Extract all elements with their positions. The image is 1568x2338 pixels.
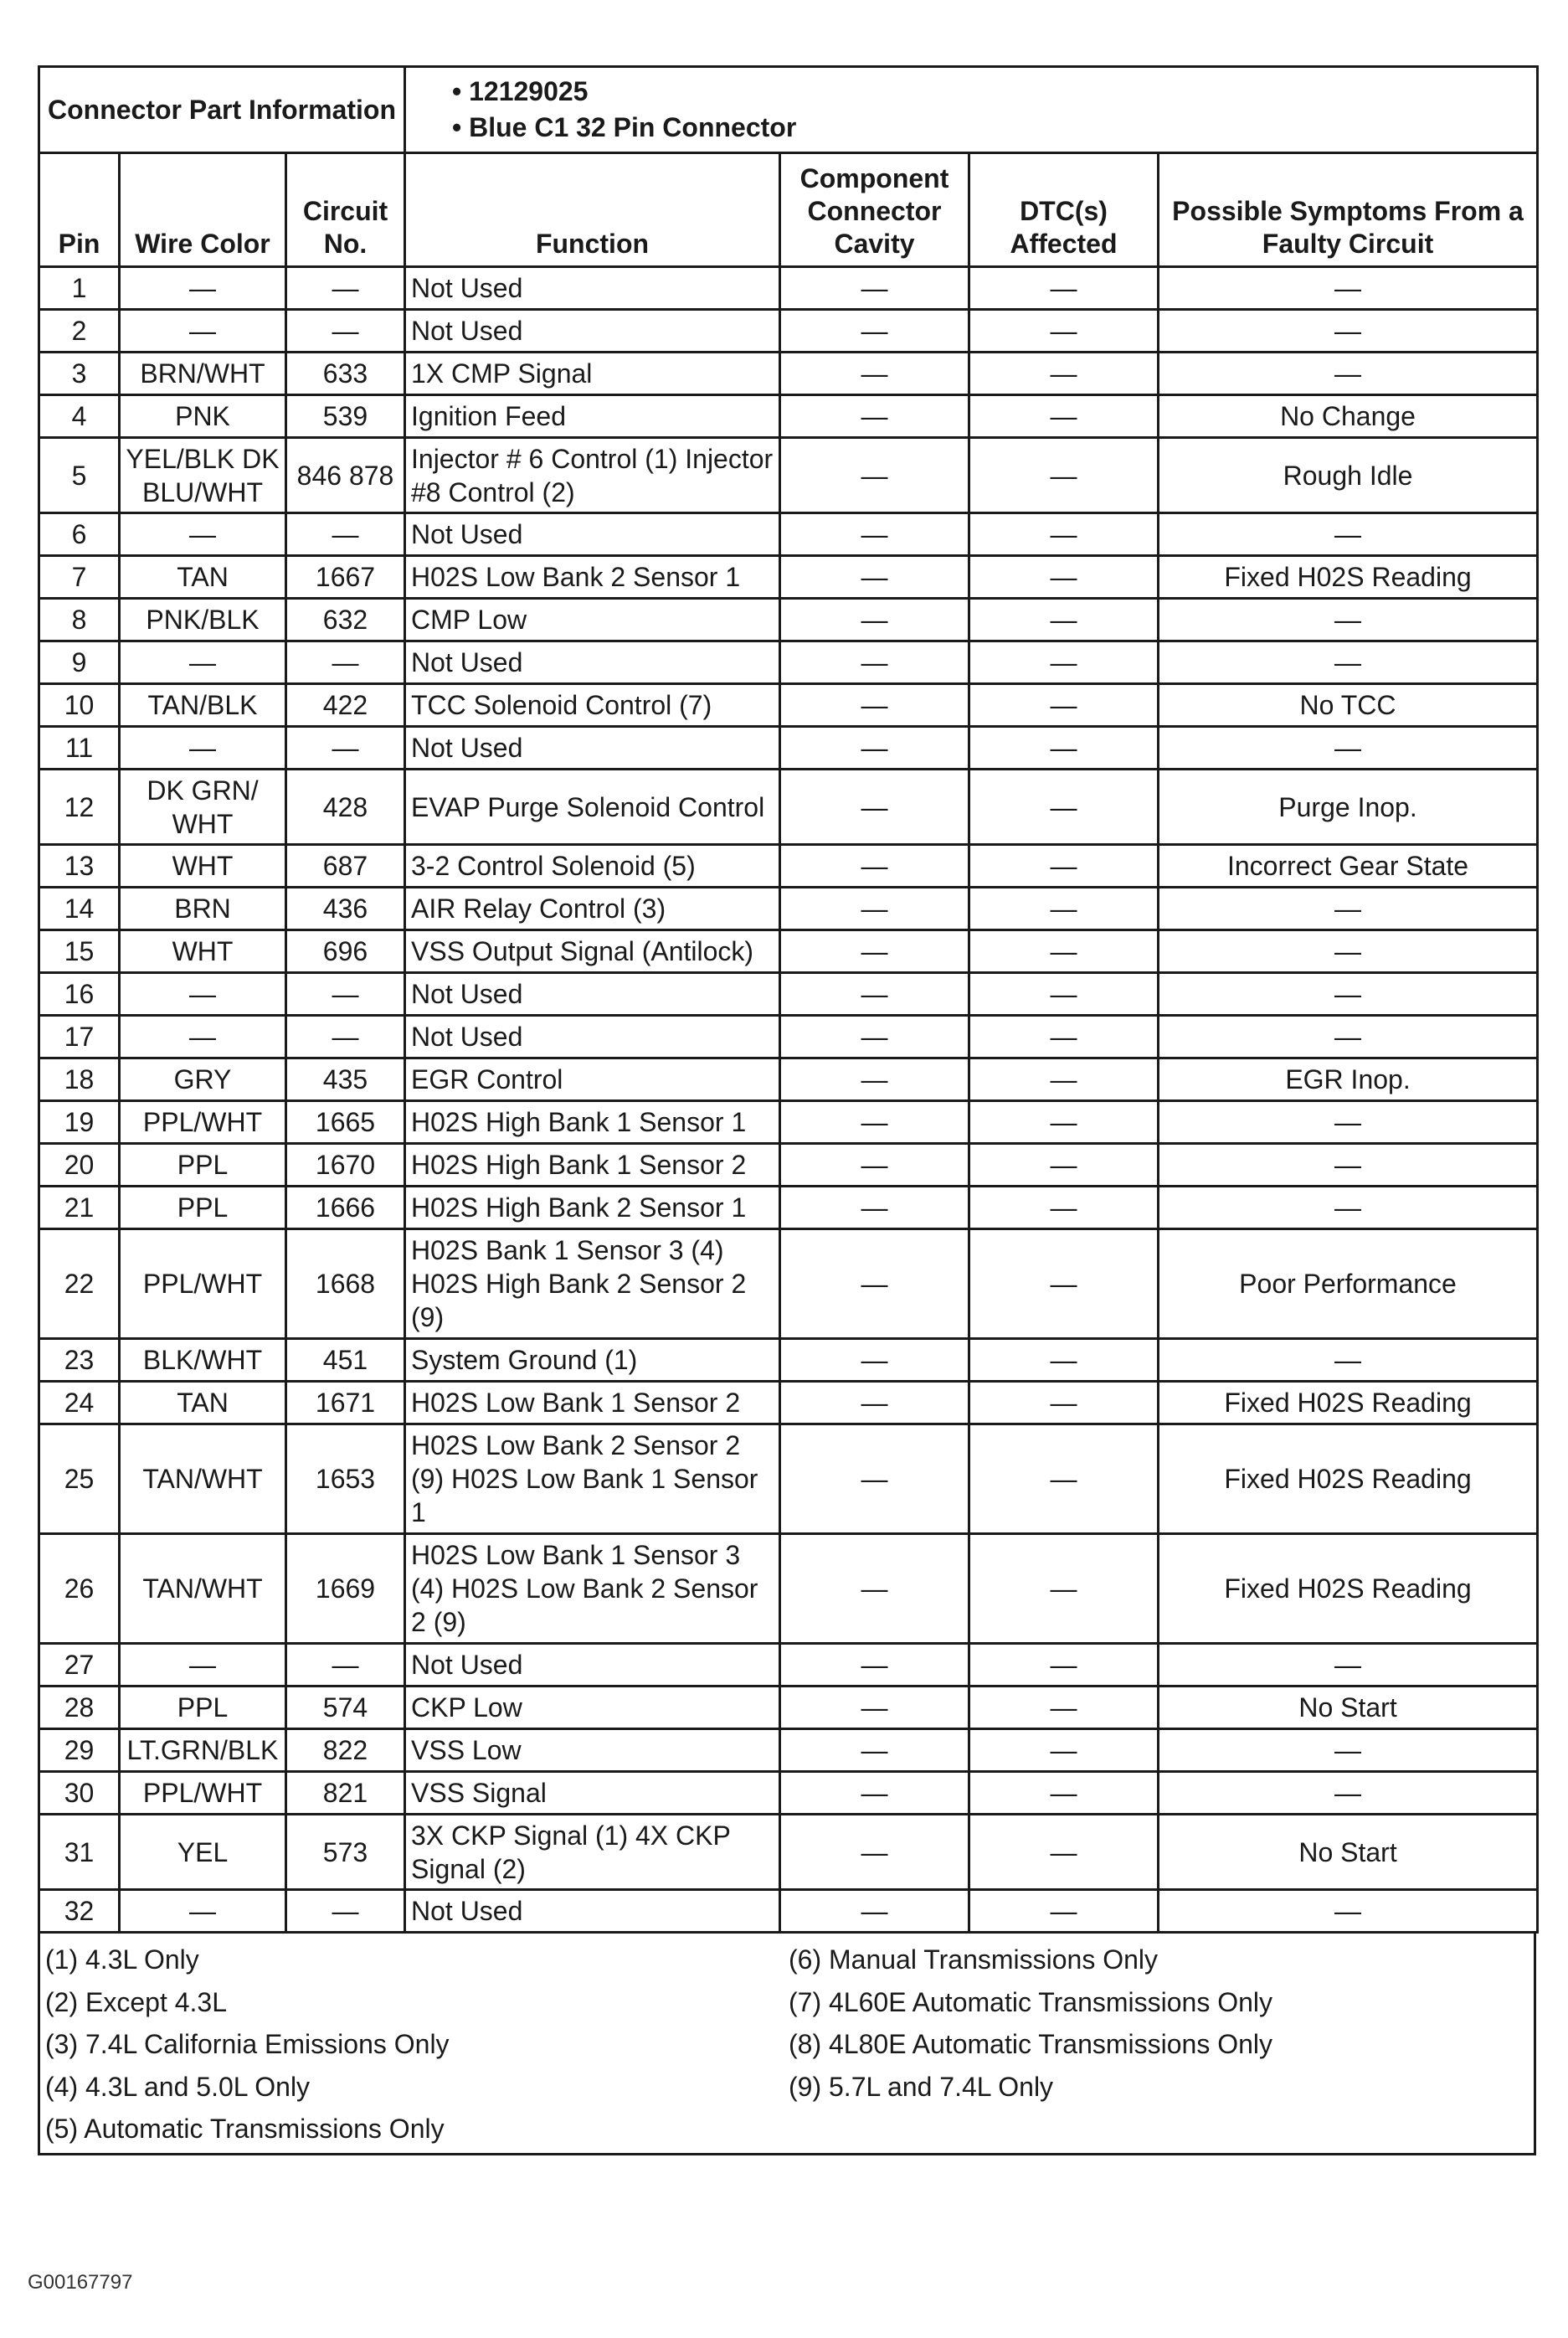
table-row (39, 1016, 1538, 1058)
header-wire-color: Wire Color (120, 153, 286, 267)
symptoms-cell: No TCC (1159, 684, 1538, 727)
cavity-cell: — (780, 1534, 969, 1644)
circuit-no-cell: — (286, 267, 405, 310)
cavity-cell: — (780, 930, 969, 973)
pin-cell: 32 (39, 1890, 120, 1933)
table-row (39, 845, 1538, 888)
table-row (39, 353, 1538, 395)
footnote: (6) Manual Transmissions Only (789, 1944, 1159, 1975)
footnote: (4) 4.3L and 5.0L Only (45, 2071, 311, 2102)
pin-cell: 17 (39, 1016, 120, 1058)
function-cell: 3X CKP Signal (1) 4X CKP Signal (2) (405, 1815, 780, 1890)
pin-cell: 31 (39, 1815, 120, 1890)
wire-color-cell: BRN (120, 888, 286, 930)
symptoms-cell: No Start (1159, 1687, 1538, 1729)
circuit-no-cell: 435 (286, 1058, 405, 1101)
dtc-cell: — (969, 310, 1159, 353)
pinout-table (38, 65, 1539, 1934)
function-cell: AIR Relay Control (3) (405, 888, 780, 930)
table-row (39, 1534, 1538, 1644)
function-cell: H02S Low Bank 1 Sensor 3 (4) H02S Low Bank 2 Sensor 2 (9) (405, 1534, 780, 1644)
cavity-cell: — (780, 1101, 969, 1144)
function-cell: Not Used (405, 1890, 780, 1933)
circuit-no-cell: — (286, 727, 405, 770)
symptoms-cell: Purge Inop. (1159, 770, 1538, 845)
table-row (39, 684, 1538, 727)
cavity-cell: — (780, 973, 969, 1016)
table-row (39, 1729, 1538, 1772)
circuit-no-cell: — (286, 1890, 405, 1933)
cavity-cell: — (780, 1729, 969, 1772)
pin-cell: 28 (39, 1687, 120, 1729)
symptoms-cell: Fixed H02S Reading (1159, 1382, 1538, 1424)
symptoms-cell: — (1159, 1101, 1538, 1144)
function-cell: H02S Low Bank 2 Sensor 1 (405, 556, 780, 599)
footnotes-left (45, 1939, 450, 2150)
function-cell: Not Used (405, 267, 780, 310)
table-row (39, 1815, 1538, 1890)
table-row (39, 599, 1538, 641)
wire-color-cell: DK GRN/ WHT (120, 770, 286, 845)
symptoms-cell: — (1159, 1339, 1538, 1382)
function-cell: Not Used (405, 641, 780, 684)
table-row (39, 973, 1538, 1016)
table-row (39, 1424, 1538, 1534)
cavity-cell: — (780, 1016, 969, 1058)
pin-cell: 20 (39, 1144, 120, 1187)
dtc-cell: — (969, 1644, 1159, 1687)
pin-cell: 24 (39, 1382, 120, 1424)
dtc-cell: — (969, 353, 1159, 395)
pin-cell: 12 (39, 770, 120, 845)
circuit-no-cell: 1665 (286, 1101, 405, 1144)
function-cell: Not Used (405, 1644, 780, 1687)
symptoms-cell: — (1159, 599, 1538, 641)
pin-cell: 26 (39, 1534, 120, 1644)
symptoms-cell: — (1159, 888, 1538, 930)
dtc-cell: — (969, 1890, 1159, 1933)
cavity-cell: — (780, 1890, 969, 1933)
table-row (39, 1058, 1538, 1101)
circuit-no-cell: — (286, 1644, 405, 1687)
table-row (39, 513, 1538, 556)
function-cell: H02S Low Bank 1 Sensor 2 (405, 1382, 780, 1424)
dtc-cell: — (969, 1058, 1159, 1101)
pin-cell: 21 (39, 1187, 120, 1229)
dtc-cell: — (969, 684, 1159, 727)
pin-cell: 8 (39, 599, 120, 641)
table-row (39, 1101, 1538, 1144)
function-cell: 1X CMP Signal (405, 353, 780, 395)
dtc-cell: — (969, 727, 1159, 770)
pin-cell: 22 (39, 1229, 120, 1339)
dtc-cell: — (969, 1424, 1159, 1534)
header-symptoms: Possible Symptoms From a Faulty Circuit (1159, 153, 1538, 267)
symptoms-cell: — (1159, 930, 1538, 973)
pin-cell: 25 (39, 1424, 120, 1534)
wire-color-cell: TAN/BLK (120, 684, 286, 727)
table-row (39, 641, 1538, 684)
circuit-no-cell: 451 (286, 1339, 405, 1382)
cavity-cell: — (780, 684, 969, 727)
dtc-cell: — (969, 1339, 1159, 1382)
wire-color-cell: BLK/WHT (120, 1339, 286, 1382)
header-pin: Pin (39, 153, 120, 267)
pin-cell: 4 (39, 395, 120, 438)
pin-cell: 19 (39, 1101, 120, 1144)
symptoms-cell: — (1159, 1890, 1538, 1933)
function-cell: Not Used (405, 513, 780, 556)
symptoms-cell: — (1159, 973, 1538, 1016)
cavity-cell: — (780, 845, 969, 888)
function-cell: EGR Control (405, 1058, 780, 1101)
wire-color-cell: — (120, 267, 286, 310)
circuit-no-cell: 573 (286, 1815, 405, 1890)
pin-cell: 9 (39, 641, 120, 684)
circuit-no-cell: 422 (286, 684, 405, 727)
function-cell: Not Used (405, 1016, 780, 1058)
footnote: (3) 7.4L California Emissions Only (45, 2029, 450, 2059)
dtc-cell: — (969, 1772, 1159, 1815)
function-cell: 3-2 Control Solenoid (5) (405, 845, 780, 888)
cavity-cell: — (780, 1058, 969, 1101)
wire-color-cell: PPL/WHT (120, 1101, 286, 1144)
dtc-cell: — (969, 1229, 1159, 1339)
wire-color-cell: PPL/WHT (120, 1772, 286, 1815)
header-dtc: DTC(s) Affected (969, 153, 1159, 267)
cavity-cell: — (780, 1644, 969, 1687)
pin-cell: 5 (39, 438, 120, 513)
footnote: (5) Automatic Transmissions Only (45, 2114, 445, 2144)
function-cell: VSS Output Signal (Antilock) (405, 930, 780, 973)
symptoms-cell: Incorrect Gear State (1159, 845, 1538, 888)
function-cell: Ignition Feed (405, 395, 780, 438)
dtc-cell: — (969, 438, 1159, 513)
dtc-cell: — (969, 1016, 1159, 1058)
table-row (39, 556, 1538, 599)
symptoms-cell: — (1159, 1772, 1538, 1815)
dtc-cell: — (969, 599, 1159, 641)
function-cell: Not Used (405, 727, 780, 770)
pin-cell: 15 (39, 930, 120, 973)
table-row (39, 1339, 1538, 1382)
circuit-no-cell: 1671 (286, 1382, 405, 1424)
circuit-no-cell: 1670 (286, 1144, 405, 1187)
symptoms-cell: Rough Idle (1159, 438, 1538, 513)
footnotes-right (789, 1939, 1272, 2108)
cavity-cell: — (780, 727, 969, 770)
symptoms-cell: — (1159, 513, 1538, 556)
circuit-no-cell: 1653 (286, 1424, 405, 1534)
circuit-no-cell: 633 (286, 353, 405, 395)
wire-color-cell: — (120, 641, 286, 684)
table-row (39, 1890, 1538, 1933)
cavity-cell: — (780, 1382, 969, 1424)
cavity-cell: — (780, 438, 969, 513)
circuit-no-cell: 846 878 (286, 438, 405, 513)
footnote: (9) 5.7L and 7.4L Only (789, 2071, 1054, 2102)
pin-cell: 27 (39, 1644, 120, 1687)
table-row (39, 1229, 1538, 1339)
dtc-cell: — (969, 1729, 1159, 1772)
wire-color-cell: WHT (120, 930, 286, 973)
header-function: Function (405, 153, 780, 267)
wire-color-cell: YEL/BLK DK BLU/WHT (120, 438, 286, 513)
table-row (39, 1382, 1538, 1424)
pin-cell: 7 (39, 556, 120, 599)
cavity-cell: — (780, 513, 969, 556)
cavity-cell: — (780, 770, 969, 845)
pin-cell: 29 (39, 1729, 120, 1772)
table-row (39, 888, 1538, 930)
dtc-cell: — (969, 888, 1159, 930)
dtc-cell: — (969, 845, 1159, 888)
circuit-no-cell: 1668 (286, 1229, 405, 1339)
symptoms-cell: EGR Inop. (1159, 1058, 1538, 1101)
wire-color-cell: GRY (120, 1058, 286, 1101)
function-cell: VSS Signal (405, 1772, 780, 1815)
function-cell: CKP Low (405, 1687, 780, 1729)
symptoms-cell: — (1159, 727, 1538, 770)
symptoms-cell: — (1159, 267, 1538, 310)
dtc-cell: — (969, 1534, 1159, 1644)
dtc-cell: — (969, 1687, 1159, 1729)
circuit-no-cell: 436 (286, 888, 405, 930)
function-cell: System Ground (1) (405, 1339, 780, 1382)
dtc-cell: — (969, 1101, 1159, 1144)
cavity-cell: — (780, 556, 969, 599)
symptoms-cell: — (1159, 1187, 1538, 1229)
circuit-no-cell: 687 (286, 845, 405, 888)
table-row (39, 1687, 1538, 1729)
wire-color-cell: — (120, 973, 286, 1016)
circuit-no-cell: 632 (286, 599, 405, 641)
dtc-cell: — (969, 513, 1159, 556)
wire-color-cell: — (120, 1016, 286, 1058)
wire-color-cell: BRN/WHT (120, 353, 286, 395)
cavity-cell: — (780, 641, 969, 684)
wire-color-cell: — (120, 727, 286, 770)
cavity-cell: — (780, 310, 969, 353)
wire-color-cell: — (120, 1890, 286, 1933)
cavity-cell: — (780, 888, 969, 930)
circuit-no-cell: 1669 (286, 1534, 405, 1644)
table-row (39, 310, 1538, 353)
table-row (39, 770, 1538, 845)
symptoms-cell: — (1159, 353, 1538, 395)
table-row (39, 395, 1538, 438)
cavity-cell: — (780, 1815, 969, 1890)
function-cell: EVAP Purge Solenoid Control (405, 770, 780, 845)
dtc-cell: — (969, 973, 1159, 1016)
wire-color-cell: PPL (120, 1687, 286, 1729)
footnote: (8) 4L80E Automatic Transmissions Only (789, 2029, 1273, 2059)
cavity-cell: — (780, 395, 969, 438)
circuit-no-cell: 428 (286, 770, 405, 845)
wire-color-cell: YEL (120, 1815, 286, 1890)
header-cavity: Component Connector Cavity (780, 153, 969, 267)
symptoms-cell: Fixed H02S Reading (1159, 556, 1538, 599)
symptoms-cell: — (1159, 1144, 1538, 1187)
dtc-cell: — (969, 770, 1159, 845)
pin-cell: 13 (39, 845, 120, 888)
symptoms-cell: — (1159, 310, 1538, 353)
circuit-no-cell: 821 (286, 1772, 405, 1815)
function-cell: H02S Bank 1 Sensor 3 (4) H02S High Bank 2 Sensor 2 (9) (405, 1229, 780, 1339)
cavity-cell: — (780, 1687, 969, 1729)
function-cell: TCC Solenoid Control (7) (405, 684, 780, 727)
circuit-no-cell: 1666 (286, 1187, 405, 1229)
pin-cell: 23 (39, 1339, 120, 1382)
footnotes (38, 1934, 1536, 2155)
pin-cell: 3 (39, 353, 120, 395)
pin-cell: 2 (39, 310, 120, 353)
dtc-cell: — (969, 641, 1159, 684)
wire-color-cell: TAN/WHT (120, 1424, 286, 1534)
symptoms-cell: — (1159, 1644, 1538, 1687)
wire-color-cell: — (120, 310, 286, 353)
table-row (39, 1187, 1538, 1229)
circuit-no-cell: 696 (286, 930, 405, 973)
cavity-cell: — (780, 267, 969, 310)
function-cell: Not Used (405, 973, 780, 1016)
circuit-no-cell: 574 (286, 1687, 405, 1729)
circuit-no-cell: — (286, 641, 405, 684)
table-row (39, 930, 1538, 973)
circuit-no-cell: — (286, 310, 405, 353)
circuit-no-cell: — (286, 973, 405, 1016)
wire-color-cell: TAN (120, 556, 286, 599)
circuit-no-cell: — (286, 513, 405, 556)
circuit-no-cell: 1667 (286, 556, 405, 599)
dtc-cell: — (969, 395, 1159, 438)
cavity-cell: — (780, 599, 969, 641)
function-cell: H02S High Bank 1 Sensor 2 (405, 1144, 780, 1187)
connector-description: • Blue C1 32 Pin Connector (452, 112, 797, 142)
table-row (39, 727, 1538, 770)
table-row (39, 438, 1538, 513)
wire-color-cell: PPL (120, 1144, 286, 1187)
table-row (39, 1144, 1538, 1187)
figure-id: G00167797 (28, 2271, 133, 2294)
dtc-cell: — (969, 267, 1159, 310)
pin-cell: 1 (39, 267, 120, 310)
table-row (39, 267, 1538, 310)
symptoms-cell: Fixed H02S Reading (1159, 1534, 1538, 1644)
dtc-cell: — (969, 556, 1159, 599)
circuit-no-cell: — (286, 1016, 405, 1058)
cavity-cell: — (780, 1339, 969, 1382)
pin-cell: 6 (39, 513, 120, 556)
table-row (39, 1644, 1538, 1687)
wire-color-cell: LT.GRN/BLK (120, 1729, 286, 1772)
footnote: (2) Except 4.3L (45, 1986, 227, 2017)
wire-color-cell: TAN/WHT (120, 1534, 286, 1644)
function-cell: Not Used (405, 310, 780, 353)
function-cell: H02S High Bank 1 Sensor 1 (405, 1101, 780, 1144)
pin-cell: 30 (39, 1772, 120, 1815)
cavity-cell: — (780, 1144, 969, 1187)
wire-color-cell: PPL (120, 1187, 286, 1229)
symptoms-cell: Fixed H02S Reading (1159, 1424, 1538, 1534)
function-cell: Injector # 6 Control (1) Injector #8 Control (2) (405, 438, 780, 513)
wire-color-cell: PPL/WHT (120, 1229, 286, 1339)
wire-color-cell: — (120, 1644, 286, 1687)
footnote: (7) 4L60E Automatic Transmissions Only (789, 1986, 1273, 2017)
symptoms-cell: — (1159, 1729, 1538, 1772)
connector-info-label: Connector Part Information (39, 67, 405, 153)
symptoms-cell: — (1159, 641, 1538, 684)
footnote: (1) 4.3L Only (45, 1944, 199, 1975)
connector-document (38, 65, 1536, 2155)
pin-cell: 18 (39, 1058, 120, 1101)
cavity-cell: — (780, 1772, 969, 1815)
dtc-cell: — (969, 930, 1159, 973)
circuit-no-cell: 539 (286, 395, 405, 438)
cavity-cell: — (780, 1187, 969, 1229)
connector-info-values (405, 67, 1538, 153)
symptoms-cell: No Change (1159, 395, 1538, 438)
dtc-cell: — (969, 1144, 1159, 1187)
cavity-cell: — (780, 353, 969, 395)
header-circuit-no: Circuit No. (286, 153, 405, 267)
symptoms-cell: Poor Performance (1159, 1229, 1538, 1339)
dtc-cell: — (969, 1187, 1159, 1229)
symptoms-cell: — (1159, 1016, 1538, 1058)
table-row (39, 1772, 1538, 1815)
column-header-row (39, 153, 1538, 267)
pin-cell: 10 (39, 684, 120, 727)
wire-color-cell: PNK (120, 395, 286, 438)
function-cell: CMP Low (405, 599, 780, 641)
dtc-cell: — (969, 1382, 1159, 1424)
wire-color-cell: PNK/BLK (120, 599, 286, 641)
connector-part-number: • 12129025 (452, 76, 589, 106)
wire-color-cell: WHT (120, 845, 286, 888)
pin-cell: 11 (39, 727, 120, 770)
connector-info-row (39, 67, 1538, 153)
dtc-cell: — (969, 1815, 1159, 1890)
cavity-cell: — (780, 1229, 969, 1339)
function-cell: H02S Low Bank 2 Sensor 2 (9) H02S Low Bank 1 Sensor 1 (405, 1424, 780, 1534)
function-cell: H02S High Bank 2 Sensor 1 (405, 1187, 780, 1229)
wire-color-cell: TAN (120, 1382, 286, 1424)
circuit-no-cell: 822 (286, 1729, 405, 1772)
wire-color-cell: — (120, 513, 286, 556)
cavity-cell: — (780, 1424, 969, 1534)
pin-cell: 14 (39, 888, 120, 930)
symptoms-cell: No Start (1159, 1815, 1538, 1890)
pin-cell: 16 (39, 973, 120, 1016)
function-cell: VSS Low (405, 1729, 780, 1772)
